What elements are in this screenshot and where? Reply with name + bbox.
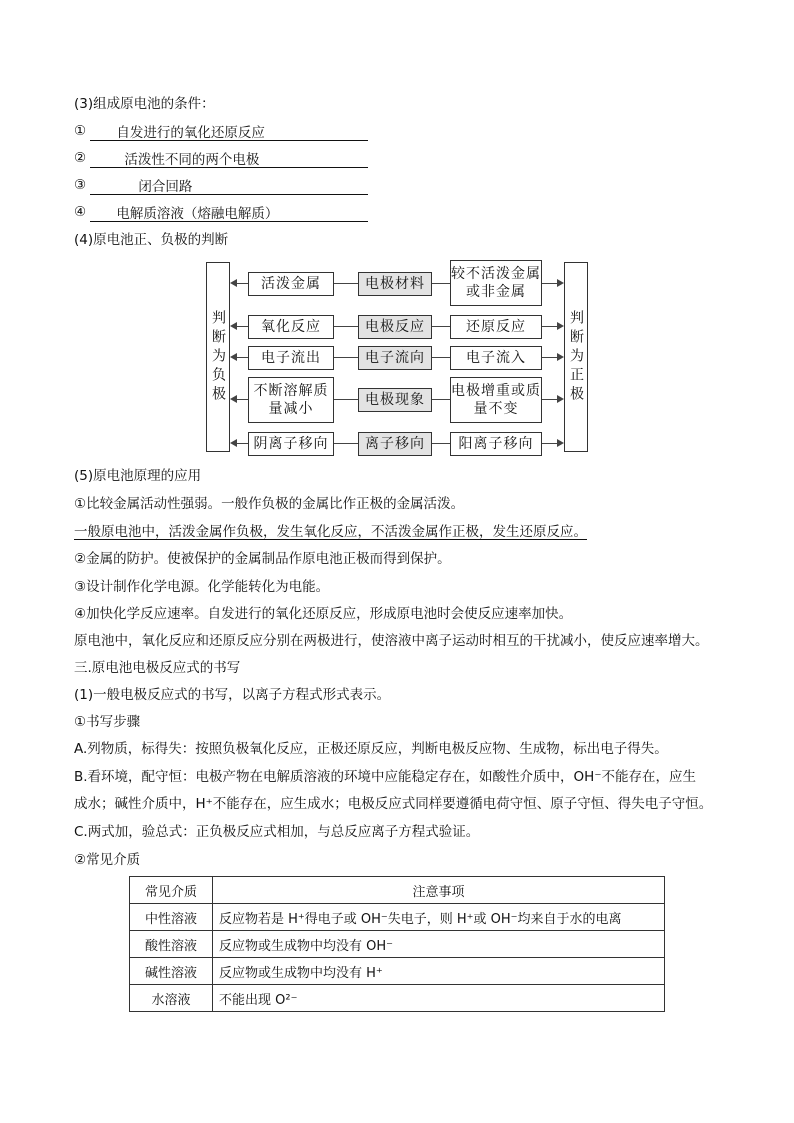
table-cell: 反应物若是 H⁺得电子或 OH⁻失电子，则 H⁺或 OH⁻均来自于水的电离 — [213, 904, 665, 931]
step-c: C.两式加，验总式：正负极反应式相加，与总反应离子方程式验证。 — [74, 824, 480, 840]
application-paragraph-underlined: 一般原电池中，活泼金属作负极，发生氧化反应，不活泼金属作正极，发生还原反应。 — [74, 524, 587, 540]
left-arrow-icon — [230, 353, 237, 361]
left-arrow-icon — [230, 439, 237, 447]
negative-criterion-box: 阴离子移向 — [248, 432, 334, 456]
connector-line — [432, 326, 450, 327]
table-cell: 反应物或生成物中均没有 H⁺ — [213, 958, 665, 985]
table-row — [130, 958, 665, 985]
positive-criterion-box: 电极增重或质量不变 — [450, 377, 542, 423]
electrode-judgment-diagram — [206, 258, 588, 454]
connector-line — [542, 326, 557, 327]
step-a: A.列物质，标得失：按照负极氧化反应，正极还原反应，判断电极反应物、生成物，标出电子得失。 — [74, 741, 668, 757]
right-arrow-icon — [557, 322, 564, 330]
connector-line — [432, 443, 450, 444]
table-cell: 中性溶液 — [130, 904, 213, 931]
table-header-cell: 常见介质 — [130, 877, 213, 904]
medium-title: ②常见介质 — [74, 852, 141, 868]
table-header-row — [130, 877, 665, 904]
connector-line — [432, 399, 450, 400]
condition-answer: 闭合回路 — [90, 177, 368, 195]
right-arrow-icon — [557, 439, 564, 447]
step-b-line2: 成水；碱性介质中，H⁺不能存在，应生成水；电极反应式同样要遵循电荷守恒、原子守恒、得失电子守恒。 — [74, 796, 713, 812]
table-header-cell: 注意事项 — [213, 877, 665, 904]
application-paragraph: ③设计制作化学电源。化学能转化为电能。 — [74, 579, 330, 595]
condition-answer: 自发进行的氧化还原反应 — [90, 123, 368, 141]
left-arrow-icon — [230, 322, 237, 330]
table-row — [130, 904, 665, 931]
connector-line — [237, 443, 248, 444]
negative-criterion-box: 不断溶解质量减小 — [248, 377, 334, 423]
criterion-category-box: 电极材料 — [358, 272, 432, 296]
medium-table — [129, 876, 665, 1012]
connector-line — [432, 357, 450, 358]
connector-line — [334, 443, 358, 444]
positive-criterion-box: 阳离子移向 — [450, 432, 542, 456]
condition-answer: 活泼性不同的两个电极 — [90, 150, 368, 168]
item-number: ② — [74, 150, 87, 166]
positive-criterion-box: 电子流入 — [450, 346, 542, 370]
connector-line — [237, 326, 248, 327]
positive-judgment-label: 判断为正极 — [564, 262, 588, 452]
criterion-category-box: 电极反应 — [358, 315, 432, 339]
part3-title: 三.原电池电极反应式的书写 — [74, 660, 241, 676]
table-row — [130, 931, 665, 958]
condition-item-1 — [74, 121, 368, 141]
connector-line — [334, 357, 358, 358]
right-arrow-icon — [557, 279, 564, 287]
connector-line — [237, 357, 248, 358]
criterion-category-box: 离子移向 — [358, 432, 432, 456]
application-paragraph: ④加快化学反应速率。自发进行的氧化还原反应，形成原电池时会使反应速率加快。 — [74, 606, 573, 622]
negative-judgment-label: 判断为负极 — [206, 262, 230, 452]
connector-line — [542, 283, 557, 284]
connector-line — [237, 399, 248, 400]
condition-item-2 — [74, 148, 368, 168]
connector-line — [542, 443, 557, 444]
right-arrow-icon — [557, 353, 564, 361]
table-cell: 碱性溶液 — [130, 958, 213, 985]
connector-line — [334, 283, 358, 284]
part3-subtitle: (1)一般电极反应式的书写，以离子方程式形式表示。 — [74, 687, 391, 703]
positive-criterion-box: 较不活泼金属或非金属 — [450, 260, 542, 306]
connector-line — [542, 357, 557, 358]
positive-criterion-box: 还原反应 — [450, 315, 542, 339]
connector-line — [334, 326, 358, 327]
left-arrow-icon — [230, 395, 237, 403]
application-paragraph: ①比较金属活动性强弱。一般作负极的金属比作正极的金属活泼。 — [74, 496, 465, 512]
table-cell: 反应物或生成物中均没有 OH⁻ — [213, 931, 665, 958]
item-number: ④ — [74, 204, 87, 220]
connector-line — [334, 399, 358, 400]
connector-line — [237, 283, 248, 284]
condition-item-3 — [74, 175, 368, 195]
left-arrow-icon — [230, 279, 237, 287]
item-number: ① — [74, 123, 87, 139]
negative-criterion-box: 氧化反应 — [248, 315, 334, 339]
negative-criterion-box: 活泼金属 — [248, 272, 334, 296]
table-cell: 水溶液 — [130, 985, 213, 1012]
application-paragraph: ②金属的防护。使被保护的金属制品作原电池正极而得到保护。 — [74, 551, 451, 567]
table-cell: 不能出现 O²⁻ — [213, 985, 665, 1012]
table-row — [130, 985, 665, 1012]
item-number: ③ — [74, 177, 87, 193]
section5-title: (5)原电池原理的应用 — [74, 468, 202, 484]
steps-title: ①书写步骤 — [74, 714, 141, 730]
connector-line — [432, 283, 450, 284]
criterion-category-box: 电子流向 — [358, 346, 432, 370]
negative-criterion-box: 电子流出 — [248, 346, 334, 370]
condition-item-4 — [74, 202, 368, 222]
connector-line — [542, 399, 557, 400]
section4-title: (4)原电池正、负极的判断 — [74, 232, 229, 248]
right-arrow-icon — [557, 395, 564, 403]
application-paragraph: 原电池中，氧化反应和还原反应分别在两极进行，使溶液中离子运动时相互的干扰减小，使反应速率增大。 — [74, 633, 709, 649]
step-b-line1: B.看环境，配守恒：电极产物在电解质溶液的环境中应能稳定存在，如酸性介质中，OH⁻不能存在，应生 — [74, 769, 696, 785]
criterion-category-box: 电极现象 — [358, 388, 432, 412]
condition-answer: 电解质溶液（熔融电解质） — [90, 204, 368, 222]
table-cell: 酸性溶液 — [130, 931, 213, 958]
section3-title: (3)组成原电池的条件： — [74, 96, 215, 112]
